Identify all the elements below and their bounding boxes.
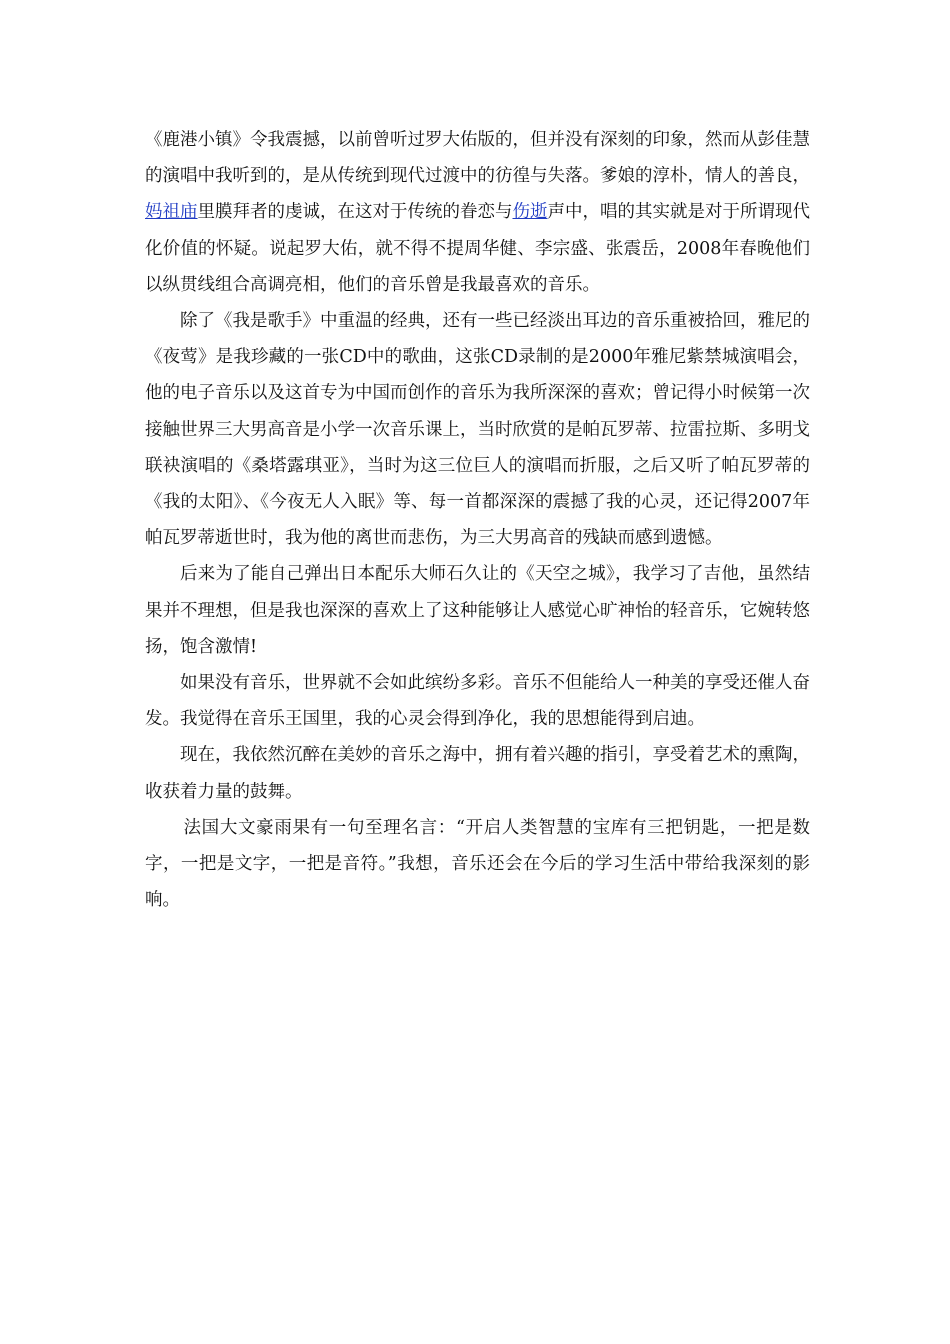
link-shangshi[interactable]: 伤逝: [512, 202, 548, 223]
paragraph-3: 后来为了能自己弹出日本配乐大师石久让的《天空之城》，我学习了吉他，虽然结果并不理想，但是我也深深的喜欢上了这种能够让人感觉心旷神怡的轻音乐，它婉转悠扬，饱含激情!: [145, 564, 810, 657]
link-mazu-temple[interactable]: 妈祖庙: [145, 202, 198, 223]
paragraph-4: 如果没有音乐，世界就不会如此缤纷多彩。音乐不但能给人一种美的享受还催人奋发。我觉得在音乐王国里，我的心灵会得到净化，我的思想能得到启迪。: [145, 673, 810, 730]
paragraph-1-text-c: 声中，唱的其实就是对于所谓现代化价值的怀疑。说起罗大佑，就不得不提周华健、李宗盛、张震岳，2008年春晚他们以纵贯线组合高调亮相，他们的音乐曾是我最喜欢的音乐。: [145, 202, 810, 295]
paragraph-1-text-a: 《鹿港小镇》令我震撼，以前曾听过罗大佑版的，但并没有深刻的印象，然而从彭佳慧的演唱中我听到的，是从传统到现代过渡中的彷徨与失落。爹娘的淳朴，情人的善良，: [145, 130, 810, 187]
paragraph-1: [145, 122, 810, 303]
paragraph-2: 除了《我是歌手》中重温的经典，还有一些已经淡出耳边的音乐重被拾回，雅尼的《夜莺》是我珍藏的一张CD中的歌曲，这张CD录制的是2000年雅尼紫禁城演唱会，他的电子音乐以及这首专为中国而创作的音乐为我所深深的喜欢；曾记得小时候第一次接触世界三大男高音是小学一次音乐课上，当时欣赏的是帕瓦罗蒂、拉雷拉斯、多明戈联袂演唱的《桑塔露琪亚》，当时为这三位巨人的演唱而折服，之后又听了帕瓦罗蒂的《我的太阳》、《今夜无人入眠》等、每一首都深深的震撼了我的心灵，还记得2007年帕瓦罗蒂逝世时，我为他的离世而悲伤，为三大男高音的残缺而感到遗憾。: [145, 311, 810, 549]
paragraph-6: 法国大文豪雨果有一句至理名言：“开启人类智慧的宝库有三把钥匙，一把是数字，一把是文字，一把是音符。”我想，音乐还会在今后的学习生活中带给我深刻的影响。: [145, 817, 810, 911]
paragraph-1-text-b: 里膜拜者的虔诚，在这对于传统的眷恋与: [197, 202, 513, 223]
document-body: [145, 122, 810, 918]
paragraph-5: 现在，我依然沉醉在美妙的音乐之海中，拥有着兴趣的指引，享受着艺术的熏陶，收获着力量的鼓舞。: [145, 745, 810, 802]
